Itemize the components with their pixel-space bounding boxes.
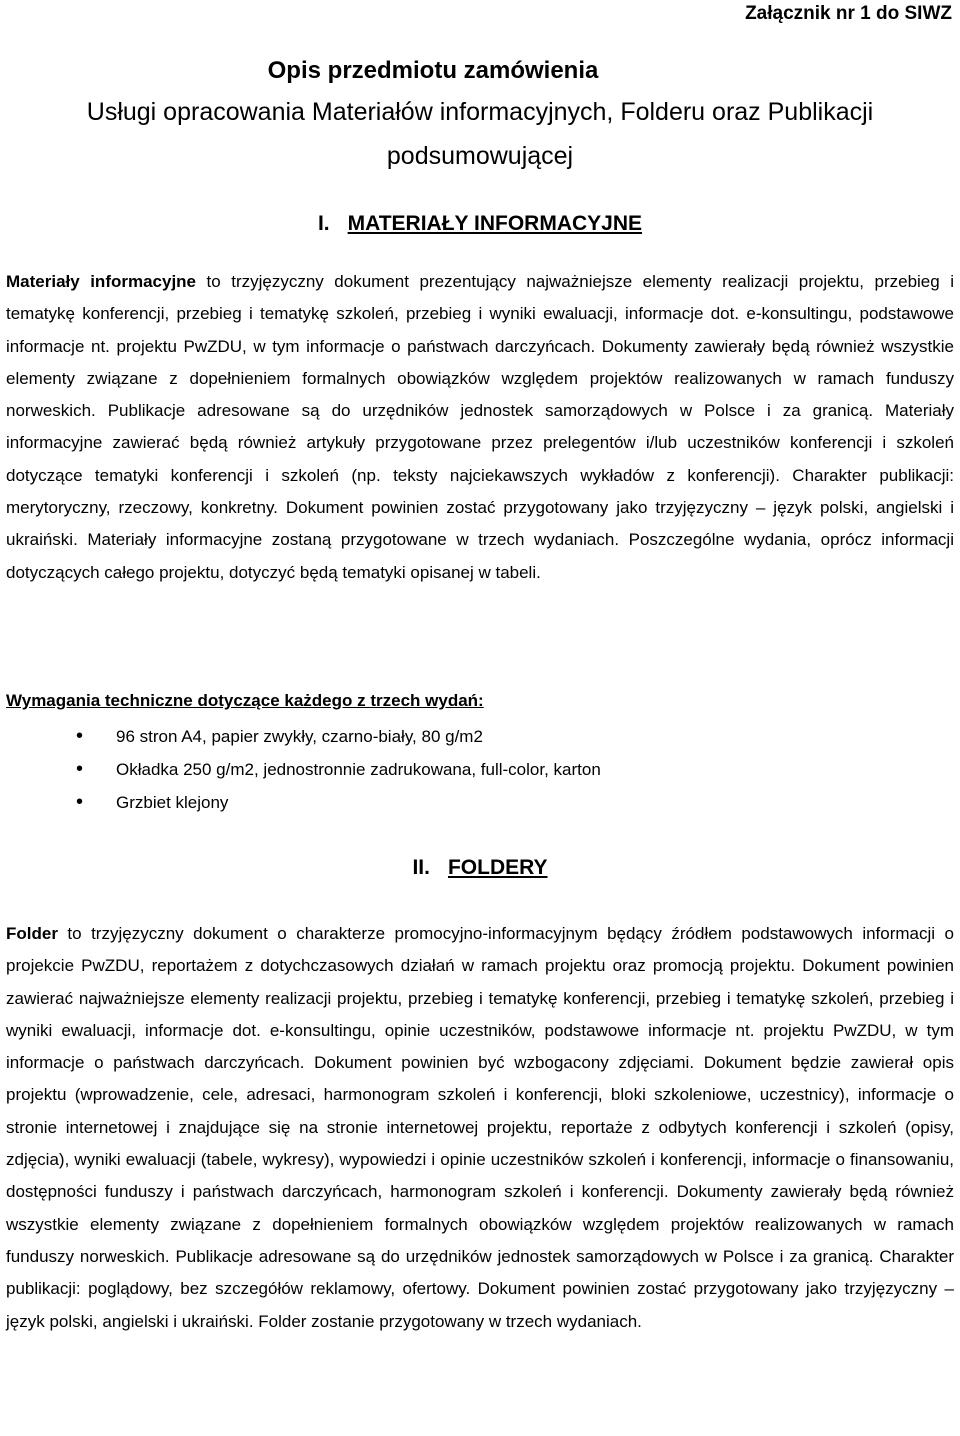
requirements-list bbox=[76, 720, 601, 819]
section-number: II. bbox=[412, 856, 430, 879]
section-number: I. bbox=[317, 212, 330, 235]
materials-paragraph bbox=[6, 266, 954, 589]
bullet-icon: • bbox=[76, 725, 84, 747]
list-item-text: 96 stron A4, papier zwykły, czarno-biały, 80 g/m2 bbox=[116, 727, 483, 746]
section-heading-materials bbox=[0, 210, 960, 238]
paragraph-lead-term: Materiały informacyjne bbox=[6, 272, 197, 291]
list-item-text: Grzbiet klejony bbox=[116, 793, 229, 812]
list-item bbox=[76, 786, 601, 819]
annex-label: Załącznik nr 1 do SIWZ bbox=[745, 3, 952, 24]
bullet-icon: • bbox=[76, 758, 84, 780]
section-label: FOLDERY bbox=[447, 856, 548, 879]
section-label: MATERIAŁY INFORMACYJNE bbox=[347, 212, 643, 235]
bullet-icon: • bbox=[76, 791, 84, 813]
paragraph-body: to trzyjęzyczny dokument prezentujący najważniejsze elementy realizacji projektu, przebieg i tematykę konferencji, przebieg i tematykę szkoleń, przebieg i wyniki ewaluacji, informacje dot. e-konsultingu, podstawowe informacje nt. projektu PwZDU, w tym informacje o państwach darczyńcach. Dokumenty zawierały będą również wszystkie elementy związane z dopełnieniem formalnych obowiązków względem projektów realizowanych w ramach funduszy norweskich. Publikacje adresowane są do urzędników jednostek samorządowych w Polsce i za granicą. Materiały informacyjne zawierać będą również artykuły przygotowane przez prelegentów i/lub uczestników konferencji i szkoleń dotyczące tematyki konferencji i szkoleń (np. teksty najciekawszych wykładów z konferencji). Charakter publikacji: merytoryczny, rzeczowy, konkretny. Dokument powinien zostać przygotowany jako trzyjęzyczny – język polski, angielski i ukraiński. Materiały informacyjne zostaną przygotowane w trzech wydaniach. Poszczególne wydania, oprócz informacji dotyczących całego projektu, dotyczyć będą tematyki opisanej w tabeli. bbox=[6, 272, 954, 582]
document-title: Opis przedmiotu zamówienia bbox=[267, 57, 599, 84]
folder-paragraph bbox=[6, 918, 954, 1338]
section-heading-folders bbox=[0, 854, 960, 882]
paragraph-lead-term: Folder bbox=[6, 924, 58, 943]
document-subtitle: Usługi opracowania Materiałów informacyjnych, Folderu oraz Publikacji podsumowującej bbox=[86, 98, 874, 170]
title-block bbox=[0, 56, 960, 178]
paragraph-body: to trzyjęzyczny dokument o charakterze promocyjno-informacyjnym będący źródłem podstawowych informacji o projekcie PwZDU, reportażem z dotychczasowych działań w ramach projektu oraz promocją projektu. Dokument powinien zawierać najważniejsze elementy realizacji projektu, przebieg i tematykę konferencji, przebieg i tematykę szkoleń, przebieg i wyniki ewaluacji, informacje dot. e-konsultingu, opinie uczestników, podstawowe informacje nt. projektu PwZDU, w tym informacje o państwach darczyńcach. Dokument powinien być wzbogacony zdjęciami. Dokument będzie zawierał opis projektu (wprowadzenie, cele, adresaci, harmonogram szkoleń i konferencji, bloki szkoleniowe, uczestnicy), informacje o stronie internetowej i znajdujące się na stronie internetowej projektu, reportaże z odbytych konferencji i szkoleń (opisy, zdjęcia), wyniki ewaluacji (tabele, wykresy), wypowiedzi i opinie uczestników szkoleń i konferencji, informacje o finansowaniu, dostępności funduszy i państwach darczyńcach, harmonogram szkoleń i konferencji. Dokumenty zawierały będą również wszystkie elementy związane z dopełnieniem formalnych obowiązków względem projektów realizowanych w ramach funduszy norweskich. Publikacje adresowane są do urzędników jednostek samorządowych w Polsce i za granicą. Charakter publikacji: poglądowy, bez szczegółów reklamowy, ofertowy. Dokument powinien zostać przygotowany jako trzyjęzyczny – język polski, angielski i ukraiński. Folder zostanie przygotowany w trzech wydaniach. bbox=[6, 924, 954, 1331]
list-item-text: Okładka 250 g/m2, jednostronnie zadrukowana, full-color, karton bbox=[116, 760, 601, 779]
list-item bbox=[76, 720, 601, 753]
list-item bbox=[76, 753, 601, 786]
requirements-title: Wymagania techniczne dotyczące każdego z trzech wydań: bbox=[6, 691, 484, 710]
